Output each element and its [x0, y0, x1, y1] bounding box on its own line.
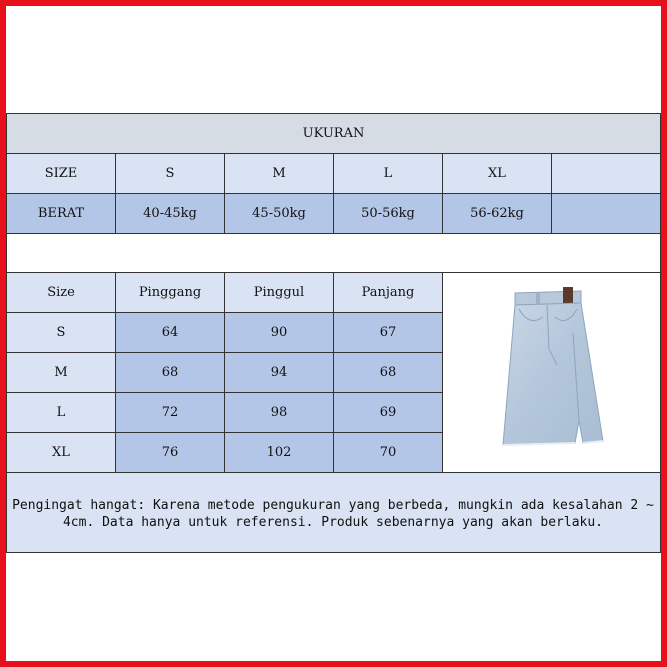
size-value: 70: [334, 433, 443, 473]
top-cell: S: [116, 154, 225, 194]
top-cell: SIZE: [7, 154, 116, 194]
size-header: Pinggul: [225, 273, 334, 313]
spacer-row: [7, 234, 660, 273]
size-label: XL: [7, 433, 116, 473]
top-cell: 56-62kg: [443, 194, 552, 234]
size-value: 67: [334, 313, 443, 353]
top-cell: L: [334, 154, 443, 194]
size-label: M: [7, 353, 116, 393]
size-value: 76: [116, 433, 225, 473]
size-label: L: [7, 393, 116, 433]
size-header: Size: [7, 273, 116, 313]
product-image: [443, 273, 660, 473]
top-cell: BERAT: [7, 194, 116, 234]
top-cell: M: [225, 154, 334, 194]
top-cell: 50-56kg: [334, 194, 443, 234]
denim-skirt-icon: [443, 273, 660, 473]
warning-note: Pengingat hangat: Karena metode pengukuran yang berbeda, mungkin ada kesalahan 2 ~ 4cm. Data hanya untuk referensi. Produk sebenarnya yang akan berlaku.: [7, 473, 660, 552]
chart-title: UKURAN: [7, 114, 660, 154]
size-chart: [6, 113, 661, 553]
size-value: 98: [225, 393, 334, 433]
top-cell: 40-45kg: [116, 194, 225, 234]
size-value: 69: [334, 393, 443, 433]
size-label: S: [7, 313, 116, 353]
size-value: 94: [225, 353, 334, 393]
top-cell: XL: [443, 154, 552, 194]
size-value: 68: [334, 353, 443, 393]
size-value: 68: [116, 353, 225, 393]
size-value: 72: [116, 393, 225, 433]
size-value: 102: [225, 433, 334, 473]
top-cell: [552, 154, 660, 194]
size-value: 64: [116, 313, 225, 353]
top-cell: [552, 194, 660, 234]
size-header: Panjang: [334, 273, 443, 313]
size-value: 90: [225, 313, 334, 353]
size-header: Pinggang: [116, 273, 225, 313]
top-cell: 45-50kg: [225, 194, 334, 234]
